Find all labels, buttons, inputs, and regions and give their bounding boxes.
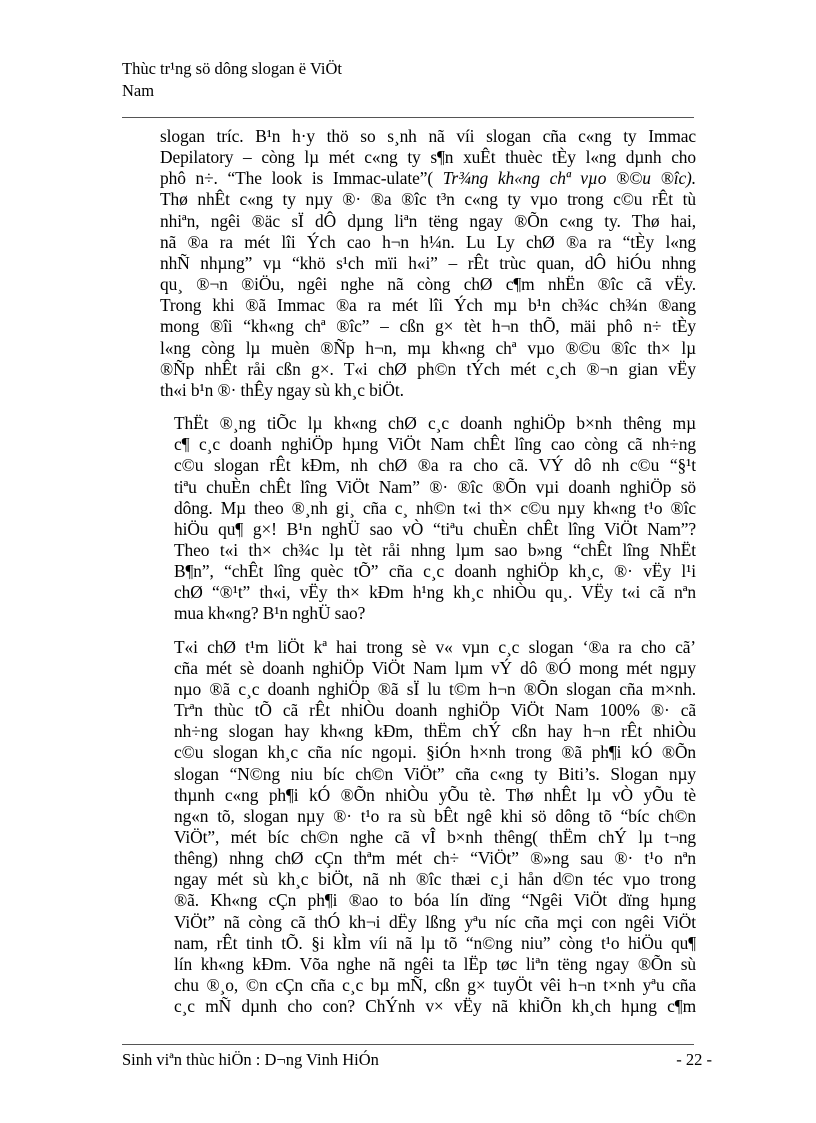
text-line: th«i b¹n ®· thÊy ngay sù kh¸c biÖt.: [160, 379, 404, 400]
text-line: c¸c mÑ dµnh cho con? ChÝnh v× vËy nã khiÕn kh¸ch hµng c¶m: [174, 996, 696, 1017]
italic-translation: Tr¾ng kh«ng chª vµo ®©u ®îc).: [442, 168, 696, 189]
text-line: thµnh c«ng ph¶i kÓ ®Õn nhiÒu yÕu tè. Thø nhÊt lµ vÒ yÕu tè: [174, 784, 696, 805]
footer-author: Sinh viªn thùc hiÖn : D¬ng Vinh HiÓn: [122, 1050, 379, 1069]
text-line: Trªn thùc tÕ cã rÊt nhiÒu doanh nghiÖp ViÖt Nam 100% ®· cã: [174, 700, 696, 721]
text-line: Trong khi ®ã Immac ®a ra mét lîi Ých mµ b¹n ch¾c ch¾n ®ang: [160, 295, 696, 316]
text-line: tiªu chuÈn chÊt lîng ViÖt Nam” ®· ®îc ®Õn vµi doanh nghiÖp sö: [174, 476, 696, 497]
text-line: ThËt ®¸ng tiÕc lµ kh«ng chØ c¸c doanh nghiÖp b×nh thêng mµ: [174, 413, 696, 434]
text-line: slogan “N©ng niu bíc ch©n ViÖt” cña c«ng ty Biti’s. Slogan nµy: [174, 763, 696, 784]
text-line: l«ng còng lµ muèn ®Ñp h¬n, mµ kh«ng chª vµo ®©u ®îc th× lµ: [160, 337, 696, 358]
text-line: dông. Mµ theo ®¸nh gi¸ cña c¸ nh©n t«i th× c©u nµy kh«ng t¹o ®îc: [174, 497, 696, 518]
text-line: ®Ñp nhÊt råi cßn g×. T«i chØ ph©n tÝch mét c¸ch ®¬n gian vËy: [160, 358, 696, 379]
text-line: cña mét sè doanh nghiÖp ViÖt Nam lµm vÝ dô ®Ó mong mét ngµy: [174, 657, 696, 678]
text-line: mua kh«ng? B¹n nghÜ sao?: [174, 603, 366, 624]
paragraph-1: [160, 126, 696, 401]
text-line: nã ®a ra mét lîi Ých cao h¬n h¼n. Lu Ly chØ ®a ra “tÈy l«ng: [160, 231, 696, 252]
text-line: slogan tríc. B¹n h·y thö so s¸nh nã víi slogan cña c«ng ty Immac: [160, 126, 696, 146]
text-line: Thø nhÊt c«ng ty nµy ®· ®a ®îc t³n c«ng ty vµo trong c©u rÊt tù: [160, 189, 696, 210]
text-line: c©u slogan rÊt kÐm, nh chØ ®a ra cho cã. VÝ dô nh c©u “§¹t: [174, 455, 696, 476]
text-line: chØ “®¹t” th«i, vËy th× kÐm h¹ng kh¸c nhiÒu qu¸. VËy t«i cã nªn: [174, 582, 696, 603]
text-line-mixed: [160, 168, 696, 189]
text-line: c©u slogan kh¸c cña níc ngoµi. §iÓn h×nh trong ®ã ph¶i kÓ ®Õn: [174, 742, 696, 763]
text-line: qu¸ ®¬n ®iÖu, ngêi nghe nã còng chØ c¶m nhËn ®îc cã vËy.: [160, 274, 696, 295]
text-line: nam, rÊt tinh tÕ. §i kÌm víi nã lµ tõ “n©ng niu” còng t¹o hiÖu qu¶: [174, 932, 696, 953]
text-line: B¶n”, “chÊt lîng quèc tÕ” cña c¸c doanh nghiÖp kh¸c, ®· vËy l¹i: [174, 561, 696, 582]
paragraph-2: [160, 413, 696, 625]
text-line: nhÑ nhµng” vµ “khö s¹ch mïi h«i” – rÊt trùc quan, dÔ hiÓu nhng: [160, 252, 696, 273]
text-line: ®ã. Kh«ng cÇn ph¶i ®ao to bóa lín dïng “Ngêi ViÖt dïng hµng: [174, 890, 696, 911]
text-line: nhiªn, ngêi ®äc sÏ dÔ dµng liªn tëng ngay ®Õn c«ng ty. Thø hai,: [160, 210, 696, 231]
running-header: [122, 58, 502, 102]
text-line: T«i chØ t¹m liÖt kª hai trong sè v« vµn c¸c slogan ‘®a ra cho cã’: [174, 636, 696, 657]
header-divider: [122, 117, 694, 118]
body-text: [160, 126, 696, 1017]
text-line-start: phô n÷. “The look is Immac-ulate”(: [160, 168, 434, 189]
text-line: c¶ c¸c doanh nghiÖp hµng ViÖt Nam chÊt lîng cao còng cã nh÷ng: [174, 434, 696, 455]
text-line: ViÖt”, mét bíc ch©n nghe cã vÎ b×nh thêng( thËm chÝ lµ t¬ng: [174, 827, 696, 847]
text-line: lín kh«ng kÐm. Võa nghe nã ngêi ta lËp tøc liªn tëng ngay ®Õn sù: [174, 953, 696, 974]
text-line: ViÖt” nã còng cã thÓ kh¬i dËy lßng yªu níc cña mçi con ngêi ViÖt: [174, 911, 696, 932]
text-line: Theo t«i th× ch¾c lµ tèt råi nhng lµm sao b»ng “chÊt lîng NhËt: [174, 539, 696, 560]
text-line: nh÷ng slogan hay kh«ng kÐm, thËm chÝ cßn hay h¬n rÊt nhiÒu: [174, 721, 696, 742]
text-line: ng«n tõ, slogan nµy ®· t¹o ra sù bÊt ngê khi sö dông tõ “bíc ch©n: [174, 805, 696, 826]
text-line: Depilatory – còng lµ mét c«ng ty s¶n xuÊt thuèc tÈy l«ng dµnh cho: [160, 147, 696, 168]
text-line: mong ®îi “kh«ng chª ®îc” – cßn g× tèt h¬n thÕ, mäi phô n÷ tÈy: [160, 316, 696, 337]
text-line: nµo ®ã c¸c doanh nghiÖp ®ã sÏ lu t©m h¬n ®Õn slogan cña m×nh.: [174, 678, 696, 699]
header-title-line2: Nam: [122, 81, 155, 100]
paragraph-3: [160, 637, 696, 1018]
text-line: hiÖu qu¶ g×! B¹n nghÜ sao vÒ “tiªu chuÈn chÊt lîng ViÖt Nam”?: [174, 518, 696, 539]
footer-divider: [122, 1044, 694, 1045]
header-title-line1: Thùc tr¹ng sö dông slogan ë ViÖt: [122, 59, 342, 78]
text-line: thêng) nhng chØ cÇn thªm mét ch÷ “ViÖt” ®»ng sau ®· t¹o nªn: [174, 848, 696, 869]
page-number: - 22 -: [676, 1050, 712, 1069]
text-line: chu ®¸o, ©n cÇn cña c¸c bµ mÑ, cßn g× tuyÖt vêi h¬n t×nh yªu cña: [174, 975, 696, 996]
text-line: ngay mét sù kh¸c biÖt, nã nh ®îc thæi c¸i hån d©n téc vµo trong: [174, 869, 696, 890]
